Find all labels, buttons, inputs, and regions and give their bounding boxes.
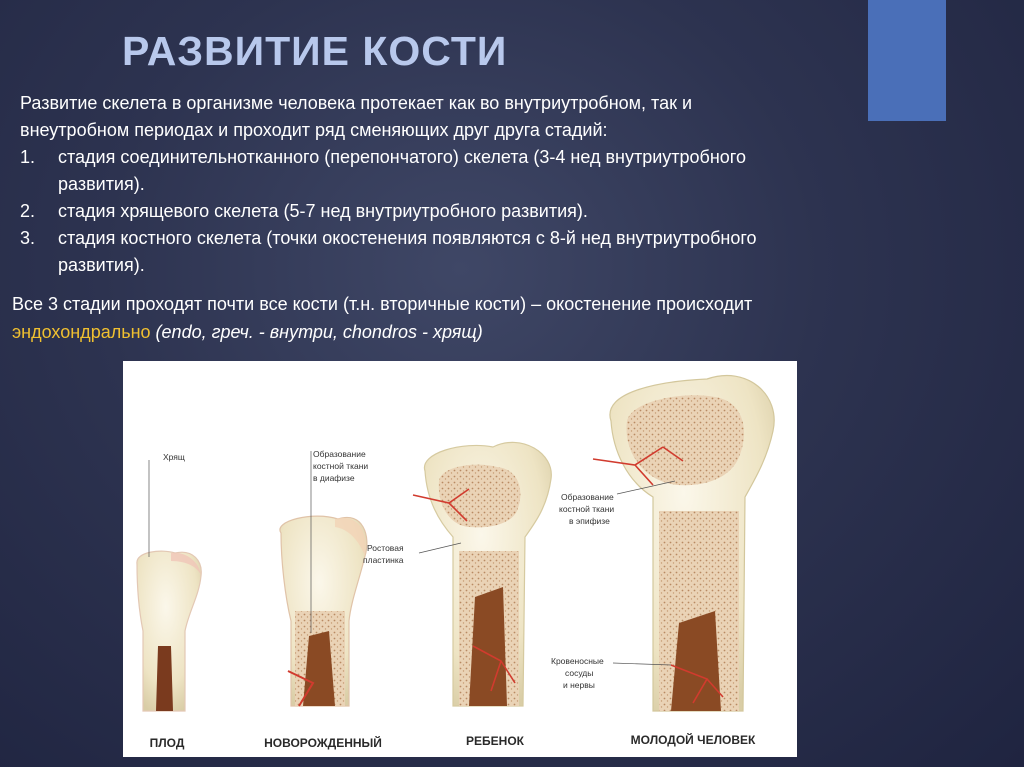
intro-line-2: внеутробном периодах и проходит ряд сменяющих друг друга стадий: (20, 120, 608, 140)
stage-text: стадия костного скелета (точки окостенения появляются с 8-й нед внутриутробного (58, 228, 757, 248)
annotation-vessels-1: Кровеносные (551, 656, 604, 666)
stage-label-fetus: ПЛОД (149, 736, 185, 750)
stage-label-child: РЕБЕНОК (466, 734, 524, 748)
annotation-epiphysis-1: Образование (561, 492, 614, 502)
stage-text: стадия соединительнотканного (перепончатого) скелета (3-4 нед внутриутробного (58, 147, 746, 167)
annotation-diaphysis-3: в диафизе (313, 473, 355, 483)
stage-list (20, 144, 960, 279)
stage-label-newborn: НОВОРОЖДЕННЫЙ (264, 736, 382, 750)
stage-text-cont: развития). (58, 255, 145, 275)
summary-highlight: эндохондрально (12, 322, 151, 342)
stage-item (20, 144, 960, 198)
stage-label-young-adult: МОЛОДОЙ ЧЕЛОВЕК (630, 733, 756, 747)
stage-number: 2. (20, 201, 36, 221)
annotation-cartilage: Хрящ (163, 452, 185, 462)
intro-text (20, 90, 940, 144)
annotation-diaphysis-1: Образование (313, 449, 366, 459)
annotation-growth-plate-2: пластинка (363, 555, 404, 565)
intro-line-1: Развитие скелета в организме человека протекает как во внутриутробном, так и (20, 93, 693, 113)
bone-development-figure (123, 361, 797, 757)
summary-text (12, 290, 1002, 346)
annotation-epiphysis-2: костной ткани (559, 504, 615, 514)
bone-stage-newborn (280, 451, 367, 706)
bone-stage-child (413, 442, 551, 706)
annotation-vessels-3: и нервы (563, 680, 595, 690)
annotation-growth-plate-1: Ростовая (367, 543, 404, 553)
bone-illustration (123, 361, 797, 757)
stage-number: 1. (20, 147, 36, 167)
summary-line: Все 3 стадии проходят почти все кости (т.н. вторичные кости) – окостенение происходит (12, 294, 753, 314)
stage-text-cont: развития). (58, 174, 145, 194)
stage-number: 3. (20, 228, 36, 248)
summary-etymology: (endo, греч. - внутри, chondros - хрящ) (150, 322, 483, 342)
stage-text: стадия хрящевого скелета (5-7 нед внутриутробного развития). (58, 201, 588, 221)
annotation-epiphysis-3: в эпифизе (569, 516, 610, 526)
annotation-diaphysis-2: костной ткани (313, 461, 369, 471)
bone-stage-young-adult (593, 375, 774, 711)
slide-title: РАЗВИТИЕ КОСТИ (122, 28, 508, 74)
annotation-vessels-2: сосуды (565, 668, 594, 678)
bone-stage-fetus (137, 460, 201, 711)
stage-item (20, 225, 960, 279)
stage-item (20, 198, 960, 225)
